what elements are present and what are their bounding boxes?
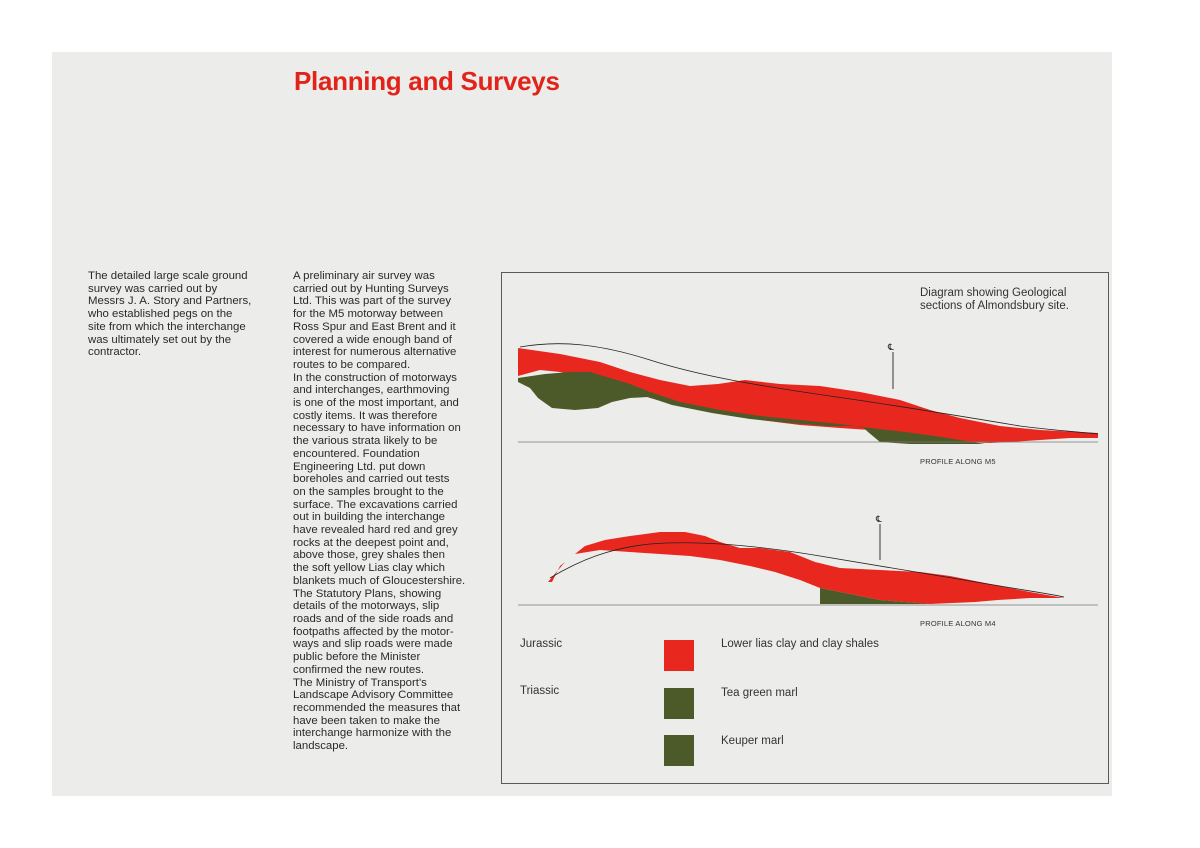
m5-centreline-symbol: ℄	[888, 343, 894, 353]
legend-label-tea-green-marl: Tea green marl	[721, 687, 798, 699]
m4-centreline-symbol: ℄	[876, 515, 882, 525]
legend-label-lower-lias-clay: Lower lias clay and clay shales	[721, 638, 879, 650]
legend-label-keuper-marl: Keuper marl	[721, 735, 784, 747]
legend-swatch-lower-lias-clay	[664, 640, 694, 671]
legend-swatch-keuper-marl	[664, 735, 694, 766]
legend-era-triassic: Triassic	[520, 685, 560, 697]
profile-m5-section	[518, 343, 1098, 444]
profile-label-m4: PROFILE ALONG M4	[920, 619, 996, 628]
survey-paragraph-left: The detailed large scale ground survey was carried out by Messrs J. A. Story and Partners, who established pegs on the site from which the interchange was ultimately set out by the contractor.	[88, 270, 252, 359]
diagram-caption: Diagram showing Geological sections of Almondsbury site.	[920, 287, 1069, 312]
page-title: Planning and Surveys	[294, 66, 560, 96]
profile-m4-section	[518, 515, 1098, 605]
m4-clay-layer	[548, 532, 1064, 604]
profile-label-m5: PROFILE ALONG M5	[920, 457, 996, 466]
survey-paragraph-middle: A preliminary air survey was carried out by Hunting Surveys Ltd. This was part of the survey for the M5 motorway between Ross Spur and East Brent and it covered a wide enough band of interest for numerous alternative routes to be compared. In the construction of motorways and interchanges, earthmoving is one of the most important, and costly items. It was therefore necessary to have information on the various strata likely to be encountered. Foundation Engineering Ltd. put down boreholes and carried out tests on the samples brought to the surface. The excavations carried out in building the interchange have revealed hard red and grey rocks at the deepest point and, above those, grey shales then the soft yellow Lias clay which blankets much of Gloucestershire. The Statutory Plans, showing details of the motorways, slip roads and of the side roads and footpaths affected by the motor- ways and slip roads were made public before the Minister confirmed the new routes. The Ministry of Transport's Landscape Advisory Committee recommended the measures that have been taken to make the interchange harmonize with the landscape.	[293, 270, 466, 753]
legend-swatch-tea-green-marl	[664, 688, 694, 719]
legend-era-jurassic: Jurassic	[520, 638, 563, 650]
